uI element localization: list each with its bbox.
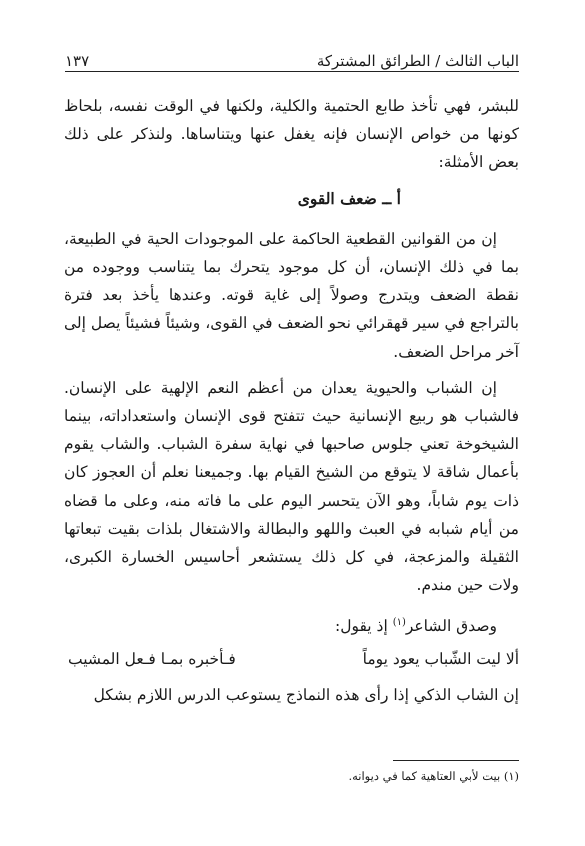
running-header [65, 46, 519, 70]
footnote-reference: (١) [392, 617, 406, 629]
section-heading: أ ــ ضعف القوى [297, 188, 401, 208]
poet-intro-text: وصدق الشاعر [405, 617, 497, 636]
paragraph-youth: إن الشباب والحيوية يعدان من أعظم النعم الإلهية على الإنسان. فالشباب هو ربيع الإنسانية حيث تتفتح قوى الإنسان واستعداداته، بينما الشيخوخة تعني جلوس صاحبها في نهاية سفرة الشباب. والشاب يقوم بأعمال شاقة لا يتوقع من الشيخ القيام بها. وجميعنا نعلم أن العجوز كان ذات يوم شاباً، وهو الآن يتحسر اليوم على ما فاته منه، وعلى ما قضاه من أيام شبابه في العبث واللهو والبطالة والاشتغال بلذات بقيت تبعاتها الثقيلة والمزعجة، في كل ذلك يستشعر أحاسيس الخسارة الكبرى، ولات حين مندم. [64, 378, 519, 595]
page-body [64, 92, 519, 709]
paragraph-law: إن من القوانين القطعية الحاكمة على الموجودات الحية في الطبيعة، بما في ذلك الإنسان، أن كل موجود يتحرك بما يتناسب ووجوده من نقطة الضعف ويتدرج وصولاً إلى غاية قوته. وعندها يأخذ بعد فترة بالتراجع في سير قهقرائي نحو الضعف في القوى، وشيئاً فشيئاً يصل إلى آخر مراحل الضعف. [64, 229, 519, 361]
page-number: ١٣٧ [65, 52, 90, 70]
poem-verse [64, 645, 519, 673]
paragraph-lesson: إن الشاب الذكي إذا رأى هذه النماذج يستوعب الدرس اللازم بشكل [93, 686, 519, 705]
header-rule [65, 71, 519, 72]
chapter-title: الباب الثالث / الطرائق المشتركة [316, 52, 519, 70]
footnote: (١) بيت لأبي العتاهية كما في ديوانه. [348, 769, 519, 783]
poet-intro-suffix: إذ يقول: [334, 617, 393, 636]
verse-second-hemistich: فـأخبره بمـا فـعل المشيب [68, 649, 236, 668]
verse-first-hemistich: ألا ليت الشّباب يعود يوماً [362, 649, 519, 668]
footnote-rule [393, 760, 519, 761]
paragraph-intro: للبشر، فهي تأخذ طابع الحتمية والكلية، ولكنها في الوقت نفسه، بلحاظ كونها من خواص الإنسان فإنه يغفل عنها ويتناساها. ولنذكر على ذلك بعض الأمثلة: [64, 97, 519, 172]
paragraph-poet-intro [64, 609, 519, 640]
